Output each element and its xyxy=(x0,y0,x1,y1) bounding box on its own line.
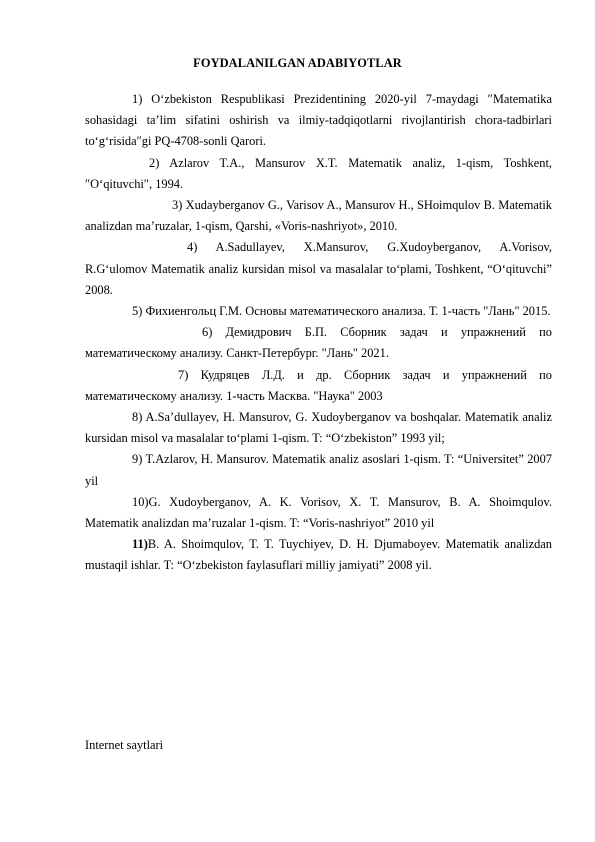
internet-sites-heading: Internet saytlari xyxy=(85,738,164,752)
reference-item xyxy=(85,237,552,301)
page-title: FOYDALANILGAN ADABIYOTLAR xyxy=(193,56,402,70)
reference-text: G. Xudoyberganov, A. K. Vorisov, X. T. Mansurov, B. A. Shoimqulov. Matematik analizdan ma’ruzalar 1-qism. T: “Voris-nashriyot” 2010 yil xyxy=(85,494,552,531)
reference-text: Демидрович Б.П. Сборник задач и упражнений по математическому анализу. Санкт-Петербург. "Лань" 2021. xyxy=(85,325,552,361)
reference-item xyxy=(85,301,552,322)
reference-number: 8) xyxy=(132,410,143,425)
reference-item xyxy=(85,365,552,407)
reference-number: 7) xyxy=(178,367,189,382)
reference-text: T.Azlarov, H. Mansurov. Matematik analiz asoslari 1-qism. T: “Universitet” 2007 yil xyxy=(85,452,552,488)
reference-item xyxy=(85,492,552,534)
reference-item xyxy=(85,195,552,237)
reference-text: Azlarov T.A., Mansurov X.T. Matematik analiz, 1-qism, Toshkent, ″O‘qituvchi″, 1994. xyxy=(85,155,552,191)
reference-number: 4) xyxy=(187,240,198,255)
reference-text: O‘zbekiston Respublikasi Prezidentining 2020-yil 7-maydagi ″Matematika sohasidagi ta’lim sifatini oshirish va ilmiy-tadqiqotlarni rivojlantirish chora-tadbirlari to‘g‘risida″gi PQ-4708-sonli Qarori. xyxy=(85,92,552,149)
reference-list xyxy=(85,89,552,577)
reference-item xyxy=(85,153,552,195)
reference-number: 2) xyxy=(149,155,160,170)
reference-number: 6) xyxy=(202,325,213,340)
reference-text: A.Sa’dullayev, H. Mansurov, G. Xudoyberganov va boshqalar. Matematik analiz kursidan misol va masalalar to‘plami 1-qism. T: “O‘zbekiston” 1993 yil; xyxy=(85,410,552,446)
reference-number: 9) xyxy=(132,452,143,467)
reference-text: A.Sadullayev, X.Mansurov, G.Xudoyberganov, A.Vorisov, R.G‘ulomov Matematik analiz kursidan misol va masalalar to‘plami, Toshkent, “O‘qituvchi” 2008. xyxy=(85,240,552,297)
reference-text: B. A. Shoimqulov, T. T. Tuychiyev, D. H. Djumaboyev. Matematik analizdan mustaqil ishlar. T: “O‘zbekiston faylasuflari milliy jamiyati” 2008 yil. xyxy=(85,537,552,573)
reference-item xyxy=(85,89,552,153)
reference-text: Кудряцев Л.Д. и др. Сборник задач и упражнений по математическому анализу. 1-часть Масква. "Наука" 2003 xyxy=(85,367,552,403)
reference-item xyxy=(85,449,552,491)
reference-item xyxy=(85,534,552,576)
reference-number: 5) xyxy=(132,304,143,319)
reference-number: 10) xyxy=(132,494,149,509)
reference-number: 11) xyxy=(132,537,148,552)
reference-text: Xudayberganov G., Varisov A., Mansurov H., SHoimqulov B. Matematik analizdan ma’ruzalar, 1-qism, Qarshi, «Voris-nashriyot», 2010. xyxy=(85,198,552,234)
reference-item xyxy=(85,407,552,449)
reference-number: 1) xyxy=(132,92,143,106)
reference-text: Фихиенгольц Г.М. Основы математического анализа. Т. 1-часть "Лань" 2015. xyxy=(145,304,551,319)
reference-item xyxy=(85,322,552,364)
reference-number: 3) xyxy=(172,198,183,213)
